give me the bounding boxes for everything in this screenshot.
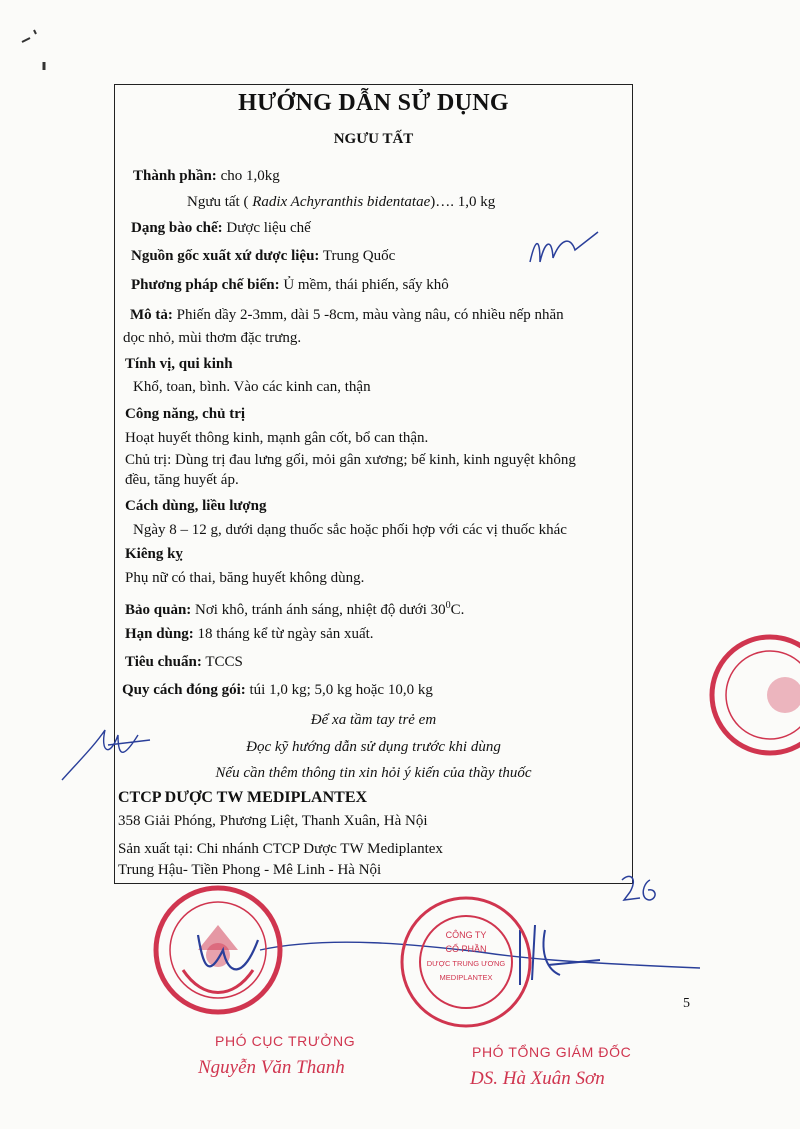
description-text-1: Phiến dầy 2-3mm, dài 5 -8cm, màu vàng nâu, có nhiều nếp nhăn [172,307,564,323]
edge-seal [690,625,800,765]
warning-line-3: Nếu cần thêm thông tin xin hỏi ý kiến của thầy thuốc [215,765,532,781]
uses-heading: Công năng, chủ trị [125,406,246,422]
origin-label: Nguồn gốc xuất xứ dược liệu: [131,248,320,264]
shelf-life-label: Hạn dùng: [125,626,194,642]
page-number: 5 [683,996,690,1011]
contraindications-heading: Kiêng kỵ [125,546,183,562]
dosage-form-value: Dược liệu chế [222,220,311,236]
company-seal-line-1: CÔNG TY [445,930,487,940]
dosage-heading: Cách dùng, liều lượng [125,498,267,514]
product-name: NGƯU TẤT [333,131,414,147]
standard-label: Tiêu chuẩn: [125,654,202,670]
warning-line-2: Đọc kỹ hướng dẫn sử dụng trước khi dùng [246,739,501,755]
left-signer-title: PHÓ CỤC TRƯỞNG [215,1033,356,1049]
packaging-value: túi 1,0 kg; 5,0 kg hoặc 10,0 kg [245,682,433,698]
origin-value: Trung Quốc [319,248,396,264]
composition-label: Thành phần: [133,168,217,184]
company-seal [396,892,536,1032]
uses-line-3: đều, tăng huyết áp. [125,472,239,488]
ingredient-latin: Radix Achyranthis bidentatae [252,194,431,210]
dosage-form-label: Dạng bào chế: [131,220,223,236]
packaging-label: Quy cách đóng gói: [122,682,246,698]
company-address: 358 Giải Phóng, Phương Liệt, Thanh Xuân, Hà Nội [118,813,428,829]
storage-degree: 0 [445,600,451,611]
processing-label: Phương pháp chế biến: [131,277,280,293]
warning-line-1: Để xa tầm tay trẻ em [310,712,437,728]
contraindications-text: Phụ nữ có thai, băng huyết không dùng. [125,570,365,586]
shelf-life-value: 18 tháng kể từ ngày sản xuất. [193,626,374,642]
description-label: Mô tả: [130,307,173,323]
right-signer-name: DS. Hà Xuân Sơn [470,1068,605,1089]
uses-line-2: Chủ trị: Dùng trị đau lưng gối, mỏi gân xương; bế kinh, kinh nguyệt không [125,452,576,468]
left-official-seal [148,880,288,1020]
storage-value: Nơi khô, tránh ánh sáng, nhiệt độ dưới 30 [191,602,446,618]
dosage-text: Ngày 8 – 12 g, dưới dạng thuốc sắc hoặc phối hợp với các vị thuốc khác [133,522,567,538]
storage-label: Bảo quản: [125,602,192,618]
right-signer-title: PHÓ TỔNG GIÁM ĐỐC [472,1044,632,1060]
ingredient-suffix: )…. 1,0 kg [430,194,496,210]
properties-heading: Tính vị, qui kinh [125,356,233,372]
ingredient-prefix: Ngưu tất ( [187,194,253,210]
company-seal-line-2: CỔ PHẦN [445,944,487,954]
left-signer-name: Nguyễn Văn Thanh [198,1057,345,1078]
composition-text: cho 1,0kg [216,168,280,184]
storage-unit: C. [450,602,465,618]
document-title: HƯỚNG DẪN SỬ DỤNG [238,90,509,116]
processing-value: Ủ mềm, thái phiến, sấy khô [279,277,449,293]
company-name: CTCP DƯỢC TW MEDIPLANTEX [118,789,368,806]
production-line-2: Trung Hậu- Tiền Phong - Mê Linh - Hà Nội [118,862,382,878]
properties-text: Khổ, toan, bình. Vào các kinh can, thận [133,379,371,395]
uses-line-1: Hoạt huyết thông kinh, mạnh gân cốt, bổ can thận. [125,430,429,446]
production-line-1: Sản xuất tại: Chi nhánh CTCP Dược TW Mediplantex [118,841,443,857]
standard-value: TCCS [201,654,243,670]
company-seal-line-4: MEDIPLANTEX [439,973,493,982]
description-line-2: dọc nhỏ, mùi thơm đặc trưng. [123,330,302,346]
company-seal-line-3: DƯỢC TRUNG ƯƠNG [426,959,506,968]
